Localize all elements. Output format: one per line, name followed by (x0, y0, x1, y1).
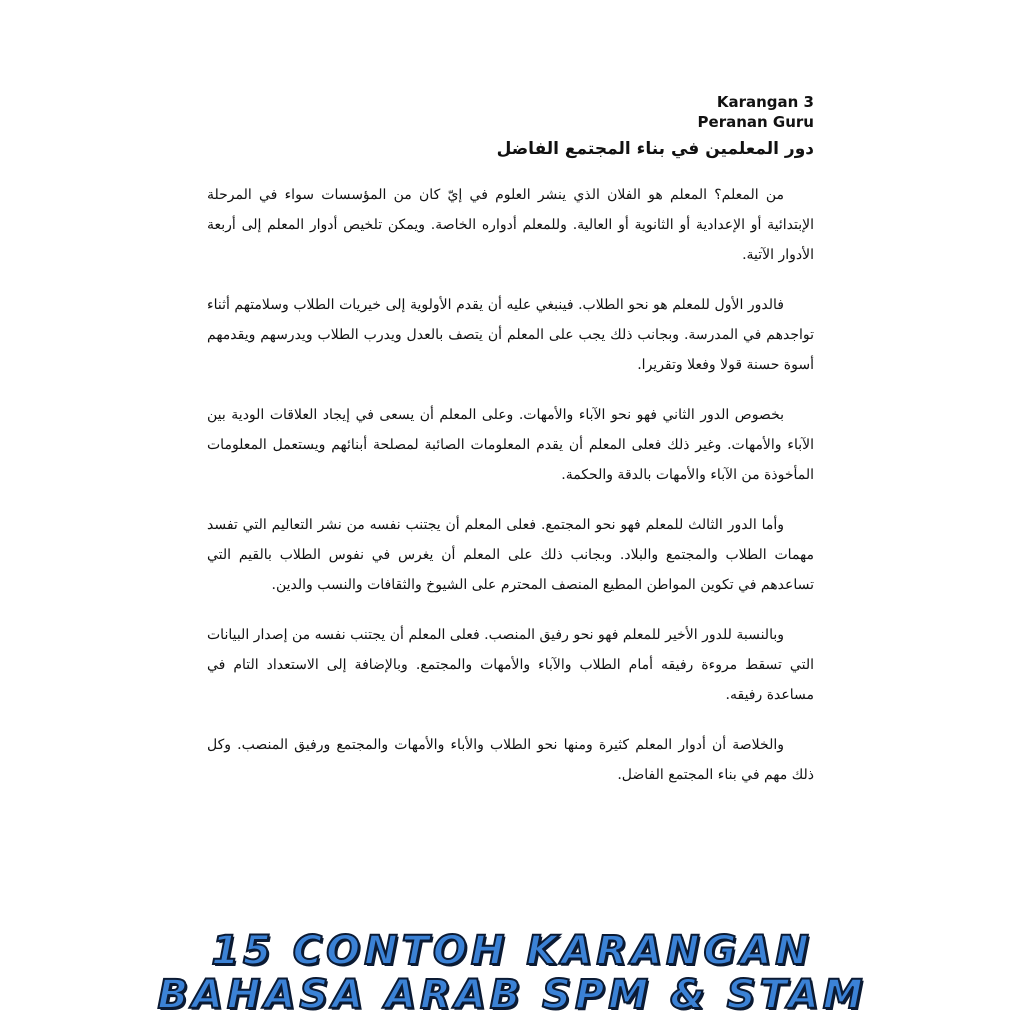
essay-body (207, 180, 814, 810)
paragraph-6: والخلاصة أن أدوار المعلم كثيرة ومنها نحو الطلاب والأباء والأمهات والمجتمع ورفيق المنصب. وكل ذلك مهم في بناء المجتمع الفاضل. (207, 737, 814, 783)
document-heading (497, 92, 814, 164)
essay-number: Karangan 3 (716, 93, 814, 111)
banner-line-2: BAHASA ARAB SPM & STAM (157, 972, 867, 1018)
paragraph-4: وأما الدور الثالث للمعلم فهو نحو المجتمع. فعلى المعلم أن يجتنب نفسه من نشر التعاليم التي تفسد مهمات الطلاب والمجتمع والبلاد. وبجانب ذلك على المعلم أن يغرس في نفوس الطلاب بالقيم التي تساعدهم في تكوين المواطن المطيع المنصف المحترم على الشيوخ والثقافات والنسب والدين. (207, 517, 814, 593)
paragraph-3: بخصوص الدور الثاني فهو نحو الآباء والأمهات. وعلى المعلم أن يسعى في إيجاد العلاقات الودية بين الآباء والأمهات. وغير ذلك فعلى المعلم أن يقدم المعلومات الصائبة لمصلحة أبنائهم ويستعمل المعلومات المأخوذة من الآباء والأمهات بالدقة والحكمة. (207, 407, 814, 483)
paragraph-5: وبالنسبة للدور الأخير للمعلم فهو نحو رفيق المنصب. فعلى المعلم أن يجتنب نفسه من إصدار البيانات التي تسقط مروءة رفيقه أمام الطلاب والآباء والأمهات والمجتمع. وبالإضافة إلى الاستعداد التام في مساعدة رفيقه. (207, 627, 814, 703)
paragraph-2: فالدور الأول للمعلم هو نحو الطلاب. فينبغي عليه أن يقدم الأولوية إلى خيريات الطلاب وسلامتهم أثناء تواجدهم في المدرسة. وبجانب ذلك يجب على المعلم أن يتصف بالعدل ويدرب الطلاب ويدرسهم ويقدمهم أسوة حسنة قولا وفعلا وتقريرا. (207, 297, 814, 373)
arabic-title: دور المعلمين في بناء المجتمع الفاضل (496, 139, 814, 159)
paragraph-1: من المعلم؟ المعلم هو الفلان الذي ينشر العلوم في إيّ كان من المؤسسات سواء في المرحلة الإبتدائية أو الإعدادية أو الثانوية أو العالية. وللمعلم أدواره الخاصة. ويمكن تلخيص أدوار المعلم إلى أربعة الأدوار الآتية. (207, 187, 814, 263)
essay-subtitle: Peranan Guru (697, 113, 814, 131)
banner-line-1: 15 CONTOH KARANGAN (211, 928, 813, 974)
